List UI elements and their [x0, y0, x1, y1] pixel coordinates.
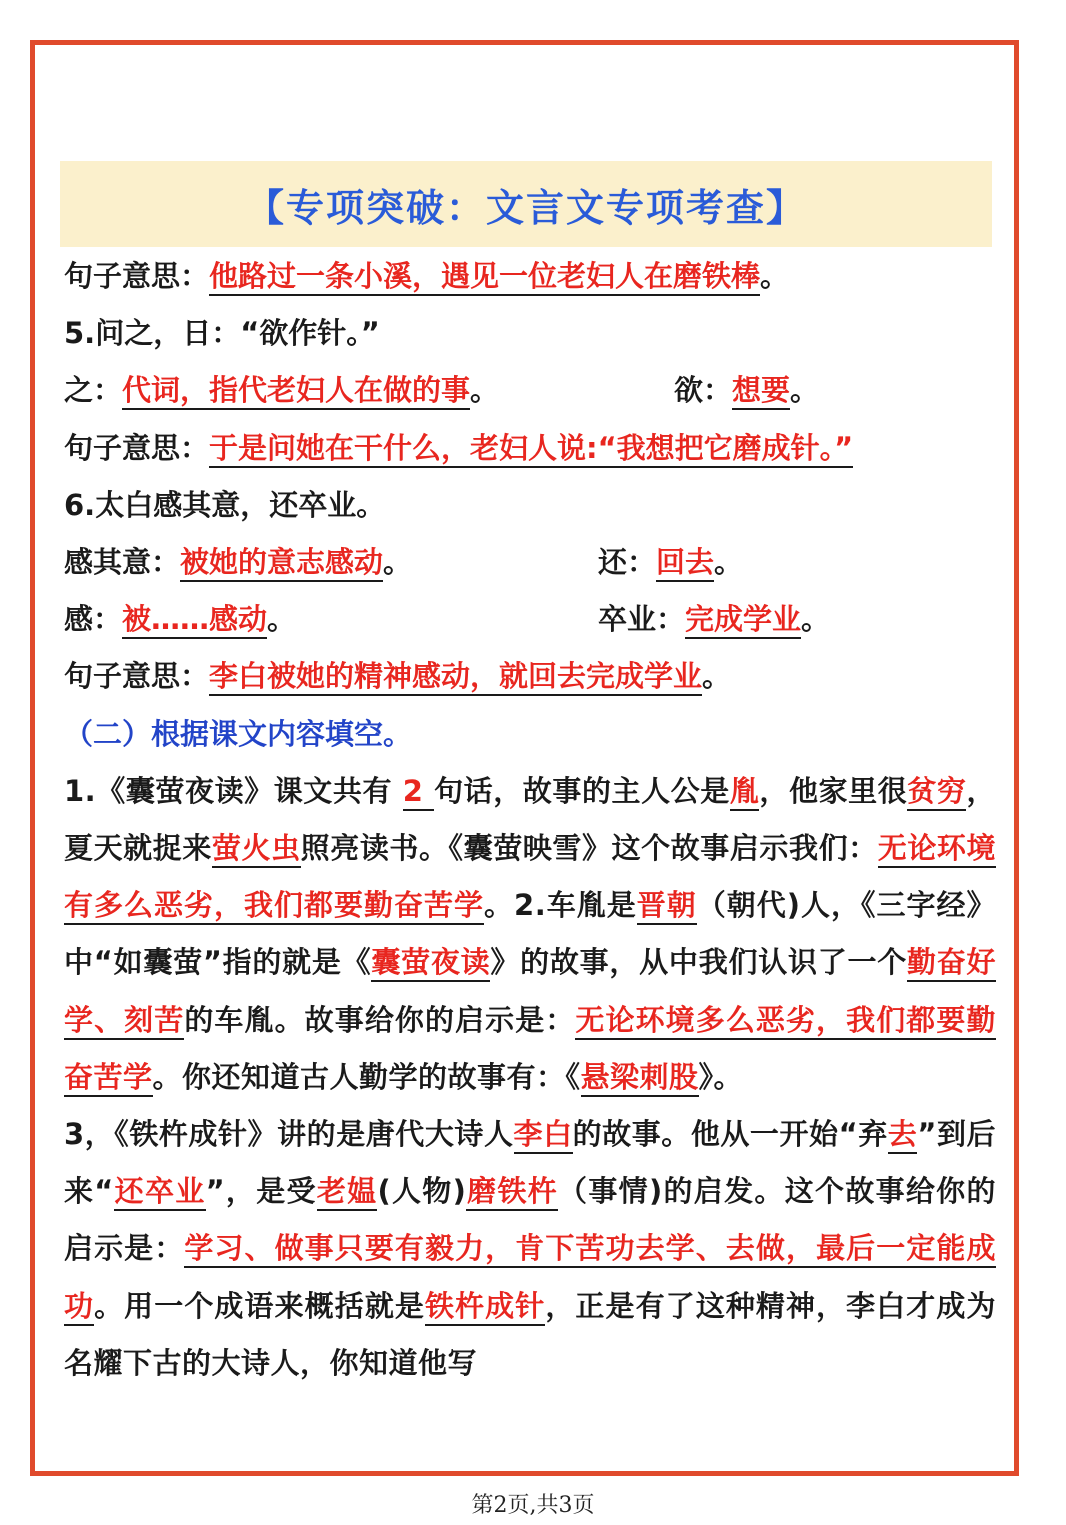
answer: 铁杵成针 — [425, 1289, 545, 1326]
word-item — [598, 591, 830, 648]
worksheet-content — [64, 248, 996, 1392]
answer: 晋朝 — [637, 888, 697, 925]
label: 句子意思： — [64, 259, 210, 293]
text: ”，是受 — [205, 1174, 317, 1209]
answer: 胤 — [730, 774, 760, 811]
punct: 。 — [702, 659, 732, 694]
word-explain-line — [64, 534, 996, 591]
answer: 于是问她在干什么，老妇人说:“我想把它磨成针。” — [209, 431, 853, 468]
text: （朝代)人，《三字经》中“如囊萤”指的就是《 — [64, 888, 996, 980]
word-item — [674, 362, 819, 419]
text: 的故事。他从一开始“弃 — [572, 1116, 888, 1151]
punct: 。 — [267, 602, 297, 637]
answer: 贫穷 — [907, 774, 966, 811]
punct: 。 — [383, 544, 413, 579]
text: ，正是有了这种精神，李白才成为名耀下古的大诗人，你知道他写 — [64, 1288, 996, 1380]
label: 句子意思： — [64, 430, 210, 465]
punct: 。 — [801, 602, 831, 637]
answer: 去 — [888, 1117, 918, 1154]
text: 的车胤。故事给你的启示是： — [184, 1002, 576, 1037]
question-6 — [64, 477, 996, 534]
answer: 李白 — [514, 1117, 573, 1154]
text: (人物) — [377, 1174, 467, 1209]
answer: 被她的意志感动 — [180, 545, 383, 582]
text: 1.《囊萤夜读》课文共有 — [64, 773, 403, 808]
page-title: 【专项突破：文言文专项考查】 — [245, 184, 806, 230]
answer: 代词，指代老妇人在做的事 — [122, 373, 470, 410]
text: 》。 — [698, 1059, 744, 1094]
label: 卒业： — [598, 602, 686, 637]
answer: 老媪 — [317, 1174, 378, 1211]
answer: 磨铁杵 — [466, 1174, 558, 1211]
answer: 无论环境有多么恶劣，我们都要勤奋苦学 — [64, 831, 996, 925]
text: 。用一个成语来概括就是 — [94, 1288, 425, 1323]
section-heading-text: （二）根据课文内容填空。 — [64, 716, 413, 751]
answer: 回去 — [656, 545, 714, 582]
answer: 学习、做事只要有毅力，肯下苦功去学、去做，最后一定能成功 — [64, 1231, 996, 1325]
text: 句话，故事的主人公是 — [434, 773, 730, 808]
label: 感： — [64, 602, 123, 637]
answer: 被……感动 — [122, 602, 267, 639]
question-5 — [64, 305, 996, 362]
text: ，他家里很 — [759, 773, 908, 808]
sentence-meaning-line — [64, 648, 996, 705]
answer: 他路过一条小溪，遇见一位老妇人在磨铁棒 — [209, 259, 760, 296]
text: ”到后来“ — [64, 1116, 996, 1209]
text: 照亮读书。《囊萤映雪》这个故事启示我们： — [300, 830, 878, 865]
page-number: 第2页,共3页 — [471, 1493, 595, 1518]
word-item — [64, 591, 296, 648]
text: ，夏天就捉来 — [64, 773, 996, 865]
punct: 。 — [470, 373, 500, 408]
label: 感其意： — [64, 544, 181, 579]
question-text: 5.问之，日：“欲作针。” — [64, 316, 380, 351]
answer: 想要 — [732, 373, 790, 410]
text: （事情)的启发。这个故事给你的启示是： — [64, 1174, 996, 1266]
answer: 完成学业 — [685, 602, 801, 639]
word-item — [64, 534, 412, 591]
punct: 。 — [714, 544, 744, 579]
punct: 。 — [790, 373, 820, 408]
answer: 李白被她的精神感动，就回去完成学业 — [209, 659, 702, 696]
answer: 勤奋好学、刻苦 — [64, 945, 996, 1039]
text: 》的故事，从中我们认识了一个 — [490, 945, 907, 980]
word-item — [598, 534, 743, 591]
label: 欲： — [674, 373, 733, 408]
fill-blank-paragraph-1 — [64, 763, 996, 1106]
title-banner — [60, 161, 992, 247]
word-explain-line — [64, 591, 996, 648]
answer: 囊萤夜读 — [371, 945, 490, 982]
punct: 。 — [760, 259, 790, 293]
word-explain-line — [64, 362, 996, 419]
answer: 无论环境多么恶劣，我们都要勤奋苦学 — [64, 1003, 996, 1097]
label: 之： — [64, 373, 123, 408]
answer: 悬梁刺股 — [581, 1060, 699, 1097]
label: 句子意思： — [64, 659, 210, 694]
word-item — [64, 362, 499, 419]
text: 3，《铁杵成针》讲的是唐代大诗人 — [64, 1116, 514, 1151]
answer: 萤火虫 — [212, 831, 301, 868]
sentence-meaning-line — [64, 420, 996, 477]
answer: 还卒业 — [114, 1174, 206, 1211]
text: 。2.车胤是 — [484, 888, 637, 923]
question-text: 6.太白感其意，还卒业。 — [64, 487, 386, 522]
answer: 2 — [403, 774, 434, 811]
section-heading — [64, 706, 996, 763]
fill-blank-paragraph-2 — [64, 1106, 996, 1392]
sentence-meaning-line — [64, 248, 996, 305]
text: 。你还知道古人勤学的故事有：《 — [152, 1059, 581, 1094]
label: 还： — [598, 544, 657, 579]
